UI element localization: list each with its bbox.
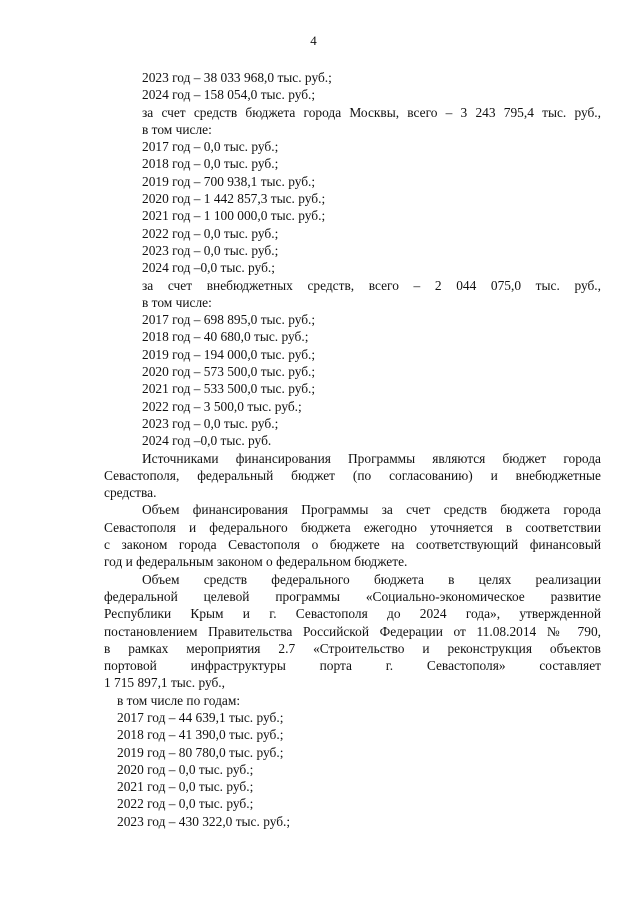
year-line: 2022 год – 3 500,0 тыс. руб.; [142,398,302,414]
year-line: 2021 год – 0,0 тыс. руб.; [117,779,254,795]
paragraph-line: портовой инфраструктуры порта г. Севастополя» составляет [104,658,601,674]
year-line: 2024 год –0,0 тыс. руб. [142,433,272,449]
year-line: 2018 год – 0,0 тыс. руб.; [142,156,279,172]
paragraph-sources [104,450,601,502]
year-line: 2023 год – 0,0 тыс. руб.; [142,415,279,431]
extrabudgetary-heading: за счет внебюджетных средств, всего – 2 044 075,0 тыс. руб., [142,277,601,293]
paragraph-line: постановлением Правительства Российской Федерации от 11.08.2014 № 790, [104,623,601,639]
year-line: 2023 год – 0,0 тыс. руб.; [142,242,279,258]
paragraph-line: Объем финансирования Программы за счет средств бюджета города [142,502,601,518]
year-line: 2022 год – 0,0 тыс. руб.; [142,225,279,241]
year-line: 2024 год – 158 054,0 тыс. руб.; [142,87,316,103]
year-line: 2017 год – 44 639,1 тыс. руб.; [117,709,284,725]
year-line: 2019 год – 700 938,1 тыс. руб.; [142,173,316,189]
paragraph-line: Источниками финансирования Программы являются бюджет города [142,450,601,466]
year-line: 2017 год – 698 895,0 тыс. руб.; [142,312,316,328]
paragraph-line: в рамках мероприятия 2.7 «Строительство и реконструкция объектов [104,640,601,656]
year-line: 2020 год – 573 500,0 тыс. руб.; [142,364,316,380]
year-line: 2022 год – 0,0 тыс. руб.; [117,796,254,812]
extrabudgetary-sub: в том числе: [142,294,212,310]
paragraph-line: Севастополя, федеральный бюджет (по согласованию) и внебюджетные [104,467,601,483]
year-line: 2018 год – 41 390,0 тыс. руб.; [117,727,284,743]
year-line: 2018 год – 40 680,0 тыс. руб.; [142,329,309,345]
year-line: 2021 год – 533 500,0 тыс. руб.; [142,381,316,397]
paragraph-line: Республики Крым и г. Севастополя до 2024 года», утвержденной [104,606,601,622]
paragraph-line: Севастополя и федерального бюджета ежегодно уточняется в соответствии [104,519,601,535]
moscow-budget-heading: за счет средств бюджета города Москвы, всего – 3 243 795,4 тыс. руб., [142,104,601,120]
paragraph-volume [104,501,601,570]
year-line: 2019 год – 80 780,0 тыс. руб.; [117,744,284,760]
moscow-budget-sub: в том числе: [142,121,212,137]
year-line: 2024 год –0,0 тыс. руб.; [142,260,275,276]
year-line: 2023 год – 430 322,0 тыс. руб.; [117,813,291,829]
paragraph-line: средства. [104,485,157,501]
paragraph-line: с законом города Севастополя о бюджете на соответствующий финансовый [104,537,601,553]
paragraph-line: федеральной целевой программы «Социально-экономическое развитие [104,588,601,604]
document-body [104,69,601,830]
paragraph-federal [104,571,601,692]
year-line: 2023 год – 38 033 968,0 тыс. руб.; [142,70,332,85]
year-line: 2021 год – 1 100 000,0 тыс. руб.; [142,208,326,224]
year-line: 2017 год – 0,0 тыс. руб.; [142,139,279,155]
year-line: 2020 год – 0,0 тыс. руб.; [117,761,254,777]
federal-years-sub: в том числе по годам: [117,692,241,708]
year-line: 2019 год – 194 000,0 тыс. руб.; [142,346,316,362]
paragraph-line: Объем средств федерального бюджета в целях реализации [142,571,601,587]
paragraph-line: год и федеральным законом о федеральном бюджете. [104,554,408,570]
year-line: 2020 год – 1 442 857,3 тыс. руб.; [142,191,326,207]
paragraph-line: 1 715 897,1 тыс. руб., [104,675,225,691]
page-number: 4 [310,33,317,48]
